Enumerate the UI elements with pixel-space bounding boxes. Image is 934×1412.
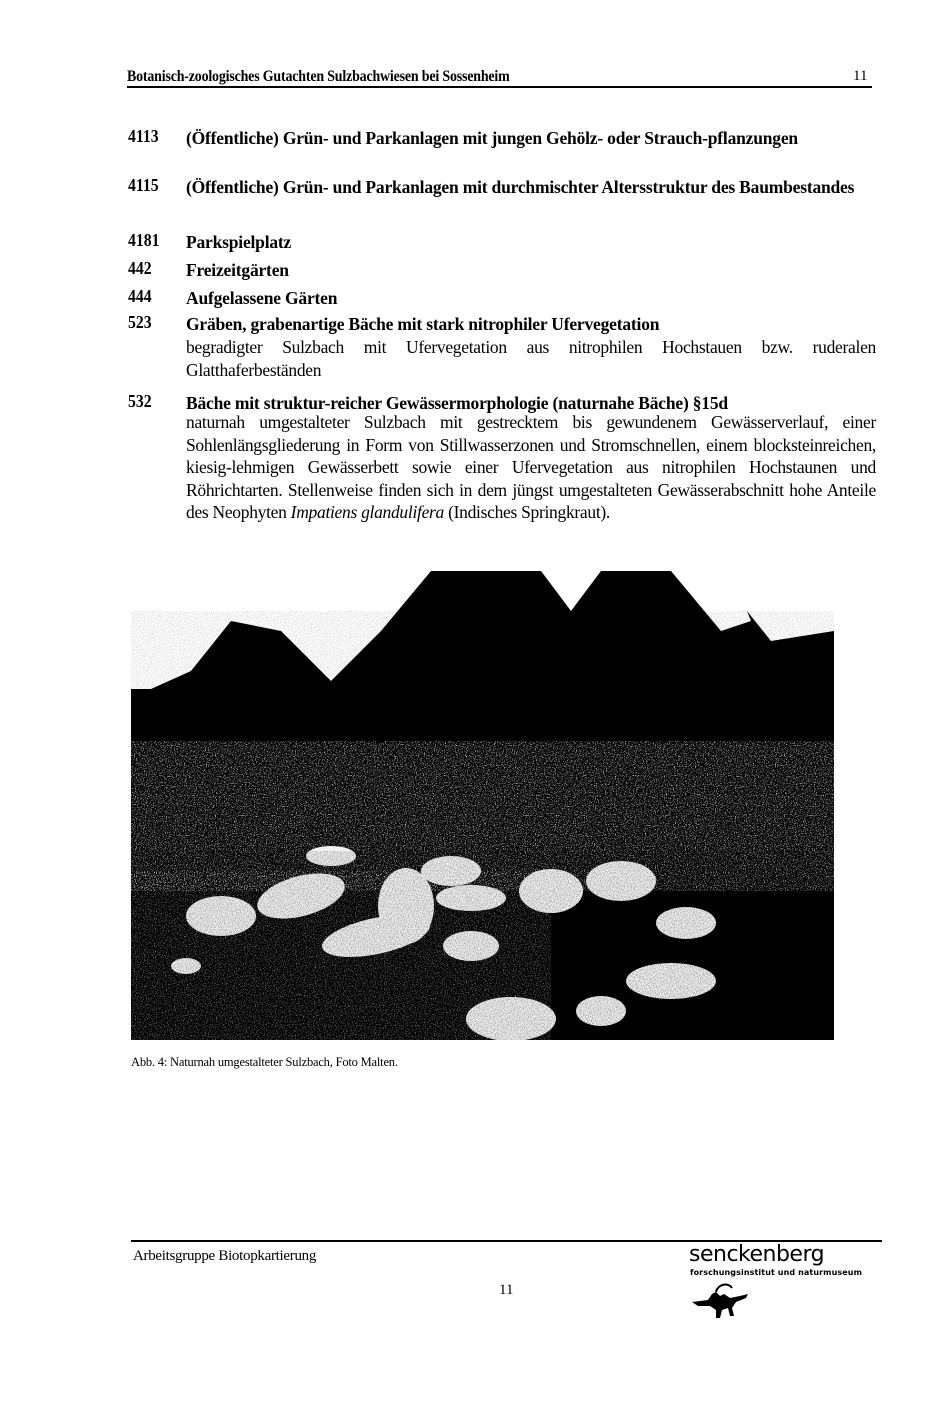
biotope-title: (Öffentliche) Grün- und Parkanlagen mit durchmischter Altersstruktur des Baumbestandes xyxy=(186,177,855,197)
biotope-entry xyxy=(128,175,876,227)
figure-caption: Abb. 4: Naturnah umgestalteter Sulzbach, Foto Malten. xyxy=(131,1055,398,1069)
biotope-entry xyxy=(128,391,876,551)
brand-name: senckenberg xyxy=(689,1242,825,1267)
biotope-code: 532 xyxy=(128,391,152,411)
biotope-title: Freizeitgärten xyxy=(186,260,289,280)
biotope-code: 442 xyxy=(128,258,152,278)
footer-page-number: 11 xyxy=(499,1282,514,1298)
header-rule xyxy=(127,86,872,88)
biotope-entry xyxy=(128,312,876,388)
biotope-code: 523 xyxy=(128,312,152,332)
biotope-entry xyxy=(128,258,876,284)
biotope-entry xyxy=(128,286,876,312)
biotope-title: (Öffentliche) Grün- und Parkanlagen mit jungen Gehölz- oder Strauch-pflanzungen xyxy=(186,128,798,148)
biotope-title: Gräben, grabenartige Bäche mit stark nitrophiler Ufervegetation xyxy=(186,314,660,334)
biotope-description xyxy=(186,411,876,524)
footer-workgroup: Arbeitsgruppe Biotopkartierung xyxy=(133,1248,317,1264)
photo-stone-texture xyxy=(131,851,834,1040)
biotope-code: 4115 xyxy=(128,175,159,195)
biotope-title: Aufgelassene Gärten xyxy=(186,288,338,308)
species-name: Impatiens glandulifera xyxy=(290,502,444,522)
brand-subtitle: forschungsinstitut und naturmuseum xyxy=(690,1268,863,1277)
running-header-page-number: 11 xyxy=(853,68,868,84)
dinosaur-skeleton-icon xyxy=(690,1280,752,1320)
biotope-code: 4181 xyxy=(128,230,160,250)
description-text: naturnah umgestalteter Sulzbach mit gestrecktem bis gewundenem Gewässerverlauf, einer Sohlenlängsgliederung in Form von Stillwasserzonen und Stromschnellen, einem blocksteinreichen, kiesig-lehmigen Gewässerbett sowie einer Ufervegetation aus nitrophilen Hochstaunen und Röhrichtarten. Stellenweise finden sich in dem jüngst umgestalteten Gewässerabschnitt hohe Anteile des Neophyten xyxy=(186,412,876,522)
biotope-title: Bäche mit struktur-reicher Gewässermorphologie (naturnahe Bäche) §15d xyxy=(186,393,728,413)
figure-photo xyxy=(131,571,834,1040)
biotope-code: 4113 xyxy=(128,126,159,146)
description-text: (Indisches Springkraut). xyxy=(444,502,611,522)
photo-trees xyxy=(131,611,834,761)
biotope-description: begradigter Sulzbach mit Ufervegetation aus nitrophilen Hochstauen bzw. ruderalen Glatthaferbeständen xyxy=(186,337,876,380)
biotope-title: Parkspielplatz xyxy=(186,232,292,252)
biotope-code: 444 xyxy=(128,286,152,306)
running-header-title: Botanisch-zoologisches Gutachten Sulzbachwiesen bei Sossenheim xyxy=(127,68,510,85)
biotope-entry xyxy=(128,126,876,178)
stream-photo-illustration xyxy=(131,571,834,1040)
biotope-entry xyxy=(128,230,876,256)
